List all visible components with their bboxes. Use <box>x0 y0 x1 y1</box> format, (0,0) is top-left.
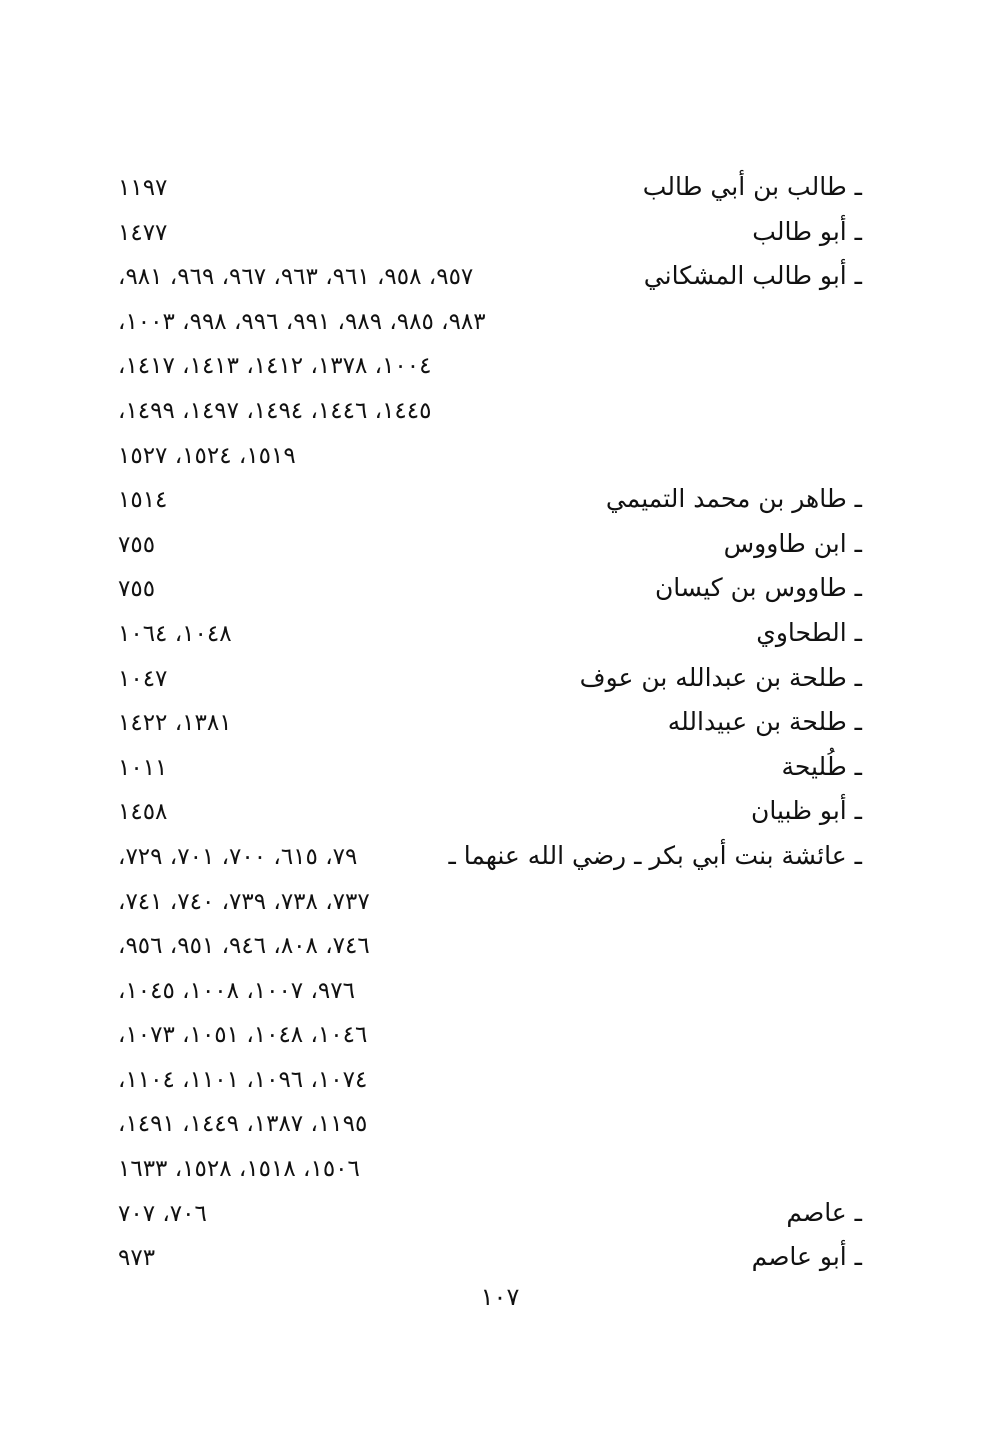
entry-page-references: ١٠٠٤، ١٣٧٨، ١٤١٢، ١٤١٣، ١٤١٧، <box>118 353 432 380</box>
entry-page-references: ١٠٤٦، ١٠٤٨، ١٠٥١، ١٠٧٣، <box>118 1022 368 1049</box>
index-row <box>0 211 1000 256</box>
entry-page-references: ٧٠٦، ٧٠٧ <box>118 1200 207 1227</box>
entry-page-references: ٧٣٧، ٧٣٨، ٧٣٩، ٧٤٠، ٧٤١، <box>118 888 370 915</box>
entry-page-references: ١٤٤٥، ١٤٤٦، ١٤٩٤، ١٤٩٧، ١٤٩٩، <box>118 397 432 424</box>
index-row <box>0 1102 1000 1147</box>
index-row <box>0 1236 1000 1281</box>
index-row <box>0 1192 1000 1237</box>
entry-page-references: ١٤٥٨ <box>118 799 168 826</box>
index-row <box>0 657 1000 702</box>
index-row <box>0 746 1000 791</box>
index-row <box>0 1147 1000 1192</box>
entry-page-references: ١١٩٥، ١٣٨٧، ١٤٤٩، ١٤٩١، <box>118 1111 368 1138</box>
entry-name: ـ ابن طاووس <box>723 528 862 558</box>
entry-page-references: ٧٩، ٦١٥، ٧٠٠، ٧٠١، ٧٢٩، <box>118 843 358 870</box>
index-row <box>0 1013 1000 1058</box>
entry-name: ـ طاهر بن محمد التميمي <box>605 484 862 514</box>
entry-page-references: ١٥١٤ <box>118 487 168 514</box>
index-row <box>0 790 1000 835</box>
entry-name: ـ أبو ظبيان <box>751 796 862 826</box>
entry-name: ـ طلحة بن عبيدالله <box>667 707 862 737</box>
index-row <box>0 255 1000 300</box>
entry-page-references: ٧٥٥ <box>118 531 156 558</box>
index-row <box>0 478 1000 523</box>
index-row <box>0 300 1000 345</box>
entry-page-references: ٧٤٦، ٨٠٨، ٩٤٦، ٩٥١، ٩٥٦، <box>118 933 370 960</box>
entry-name: ـ طالب بن أبي طالب <box>642 172 862 201</box>
entry-name: ـ عائشة بنت أبي بكر ـ رضي الله عنهما ـ <box>448 840 862 870</box>
index-entries <box>0 166 1000 1281</box>
entry-page-references: ١١٩٧ <box>118 175 168 201</box>
entry-page-references: ٩٨٣، ٩٨٥، ٩٨٩، ٩٩١، ٩٩٦، ٩٩٨، ١٠٠٣، <box>118 308 486 335</box>
entry-page-references: ١٠٤٧ <box>118 665 168 692</box>
entry-page-references: ٧٥٥ <box>118 576 156 603</box>
entry-name: ـ طلحة بن عبدالله بن عوف <box>579 662 862 692</box>
index-row <box>0 612 1000 657</box>
index-row <box>0 344 1000 389</box>
entry-page-references: ١٣٨١، ١٤٢٢ <box>118 710 232 737</box>
index-row <box>0 166 1000 211</box>
page-number: ١٠٧ <box>480 1283 520 1311</box>
entry-page-references: ١٠٤٨، ١٠٦٤ <box>118 620 232 647</box>
entry-page-references: ١٠٧٤، ١٠٩٦، ١١٠١، ١١٠٤، <box>118 1066 368 1093</box>
index-row <box>0 389 1000 434</box>
entry-name: ـ أبو عاصم <box>751 1242 862 1272</box>
index-row <box>0 1058 1000 1103</box>
entry-page-references: ١٠١١ <box>118 754 168 781</box>
entry-page-references: ٩٧٣ <box>118 1245 156 1272</box>
entry-page-references: ١٥٠٦، ١٥١٨، ١٥٢٨، ١٦٣٣ <box>118 1156 360 1183</box>
index-row <box>0 701 1000 746</box>
entry-page-references: ١٤٧٧ <box>118 219 168 246</box>
index-row <box>0 969 1000 1014</box>
index-row <box>0 880 1000 925</box>
entry-name: ـ طُليحة <box>781 751 862 781</box>
entry-page-references: ٩٥٧، ٩٥٨، ٩٦١، ٩٦٣، ٩٦٧، ٩٦٩، ٩٨١، <box>118 264 474 291</box>
index-row <box>0 567 1000 612</box>
entry-page-references: ١٥١٩، ١٥٢٤، ١٥٢٧ <box>118 442 296 469</box>
entry-name: ـ طاووس بن كيسان <box>654 573 862 603</box>
index-row <box>0 835 1000 880</box>
entry-name: ـ الطحاوي <box>756 617 862 647</box>
entry-page-references: ٩٧٦، ١٠٠٧، ١٠٠٨، ١٠٤٥، <box>118 977 355 1004</box>
entry-name: ـ أبو طالب المشكاني <box>643 261 862 291</box>
index-row <box>0 434 1000 479</box>
entry-name: ـ عاصم <box>786 1197 862 1227</box>
entry-name: ـ أبو طالب <box>752 216 862 246</box>
index-row <box>0 523 1000 568</box>
index-row <box>0 924 1000 969</box>
